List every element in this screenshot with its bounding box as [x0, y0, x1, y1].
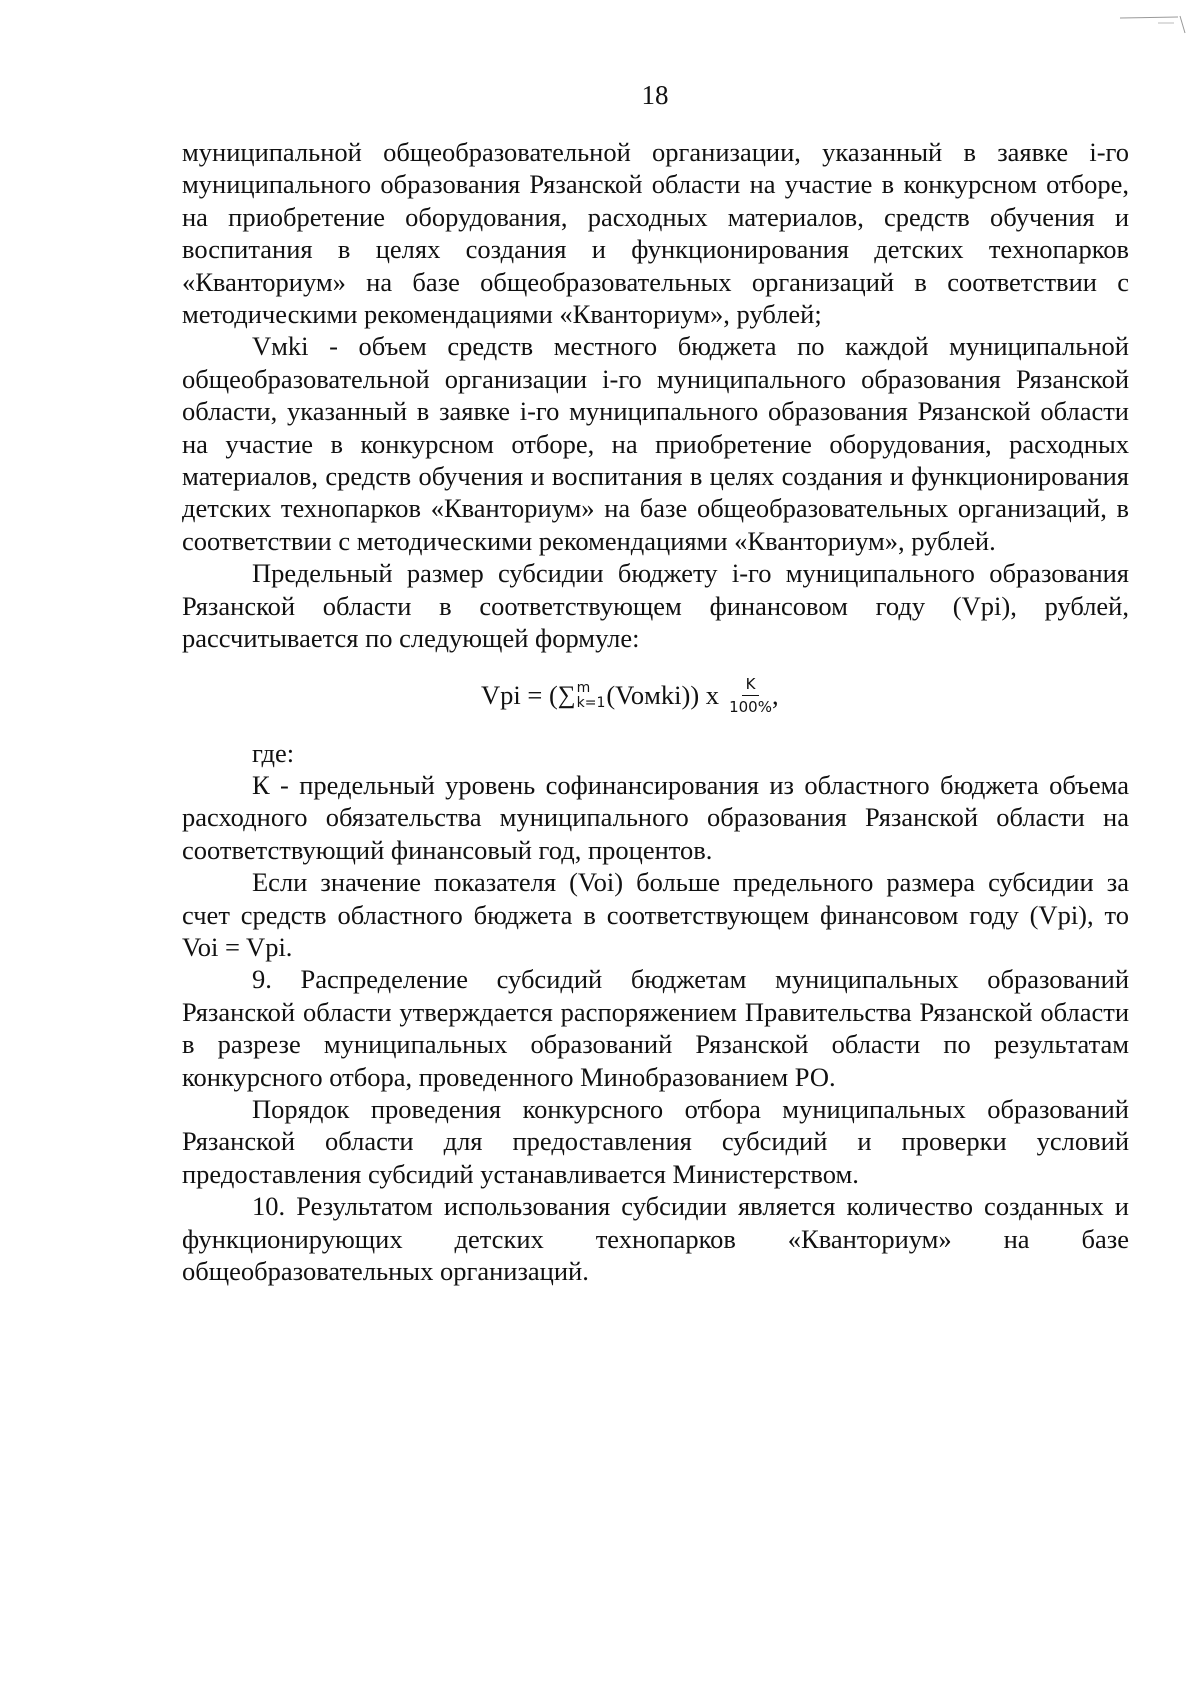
paragraph-selection-procedure: Порядок проведения конкурсного отбора муниципальных образований Рязанской области для предоставления субсидий и проверки условий предоставления субсидий устанавливается Министерством.: [182, 1093, 1129, 1189]
sum-lower-limit: k=1: [576, 694, 606, 711]
formula-fraction: [729, 675, 772, 716]
sum-limits: [577, 681, 606, 711]
paragraph-vpi-intro: Предельный размер субсидии бюджету i-го муниципального образования Рязанской области в соответствующем финансовом году (Vpi), рублей, рассчитывается по следующей формуле:: [182, 558, 1129, 654]
fraction-denominator: 100%: [729, 698, 772, 716]
fraction-numerator: K: [742, 675, 760, 696]
paragraph-k-definition: К - предельный уровень софинансирования из областного бюджета объема расходного обязательства муниципального образования Рязанской области на соответствующий финансовый год, процентов.: [182, 769, 1129, 865]
paragraph-item-10: 10. Результатом использования субсидии является количество созданных и функционирующих детских технопарков «Кванториум» на базе общеобразовательных организаций.: [182, 1191, 1129, 1286]
document-body: [182, 136, 1129, 1287]
page-number: 18: [641, 80, 669, 110]
formula-tail: ,: [771, 680, 779, 711]
paragraph-vmki-definition: Vмki - объем средств местного бюджета по каждой муниципальной общеобразовательной организации i-го муниципального образования Рязанской области, указанный в заявке i-го муниципального образования Рязанской области на участие в конкурсном отборе, на приобретение оборудования, расходных материалов, средств обучения и воспитания в целях создания и функционирования детских технопарков «Кванториум» на базе общеобразовательных организаций, в соответствии с методическими рекомендациями «Кванториум», рублей.: [182, 331, 1129, 556]
paragraph-where: где:: [252, 737, 295, 768]
paragraph-voi-condition: Если значение показателя (Voi) больше предельного размера субсидии за счет средств областного бюджета в соответствующем финансовом году (Vpi), то Voi = Vpi.: [182, 867, 1129, 962]
sum-symbol: ∑: [557, 682, 576, 710]
formula-term: (Voмki)) x: [606, 680, 720, 711]
paragraph-continuation: муниципальной общеобразовательной организации, указанный в заявке i-го муниципального образования Рязанской области на участие в конкурсном отборе, на приобретение оборудования, расходных материалов, средств обучения и воспитания в целях создания и функционирования детских технопарков «Кванториум» на базе общеобразовательных организаций в соответствии с методическими рекомендациями «Кванториум», рублей;: [182, 137, 1129, 330]
paragraph-item-9: 9. Распределение субсидий бюджетам муниципальных образований Рязанской области утверждается распоряжением Правительства Рязанской области в разрезе муниципальных образований Рязанской области по результатам конкурсного отбора, проведенного Минобразованием РО.: [182, 964, 1129, 1092]
scan-corner-mark: [1118, 14, 1188, 34]
formula-lhs: Vpi = (: [481, 680, 558, 711]
vpi-formula: [182, 655, 1129, 737]
sum-upper-limit: m: [576, 679, 591, 696]
